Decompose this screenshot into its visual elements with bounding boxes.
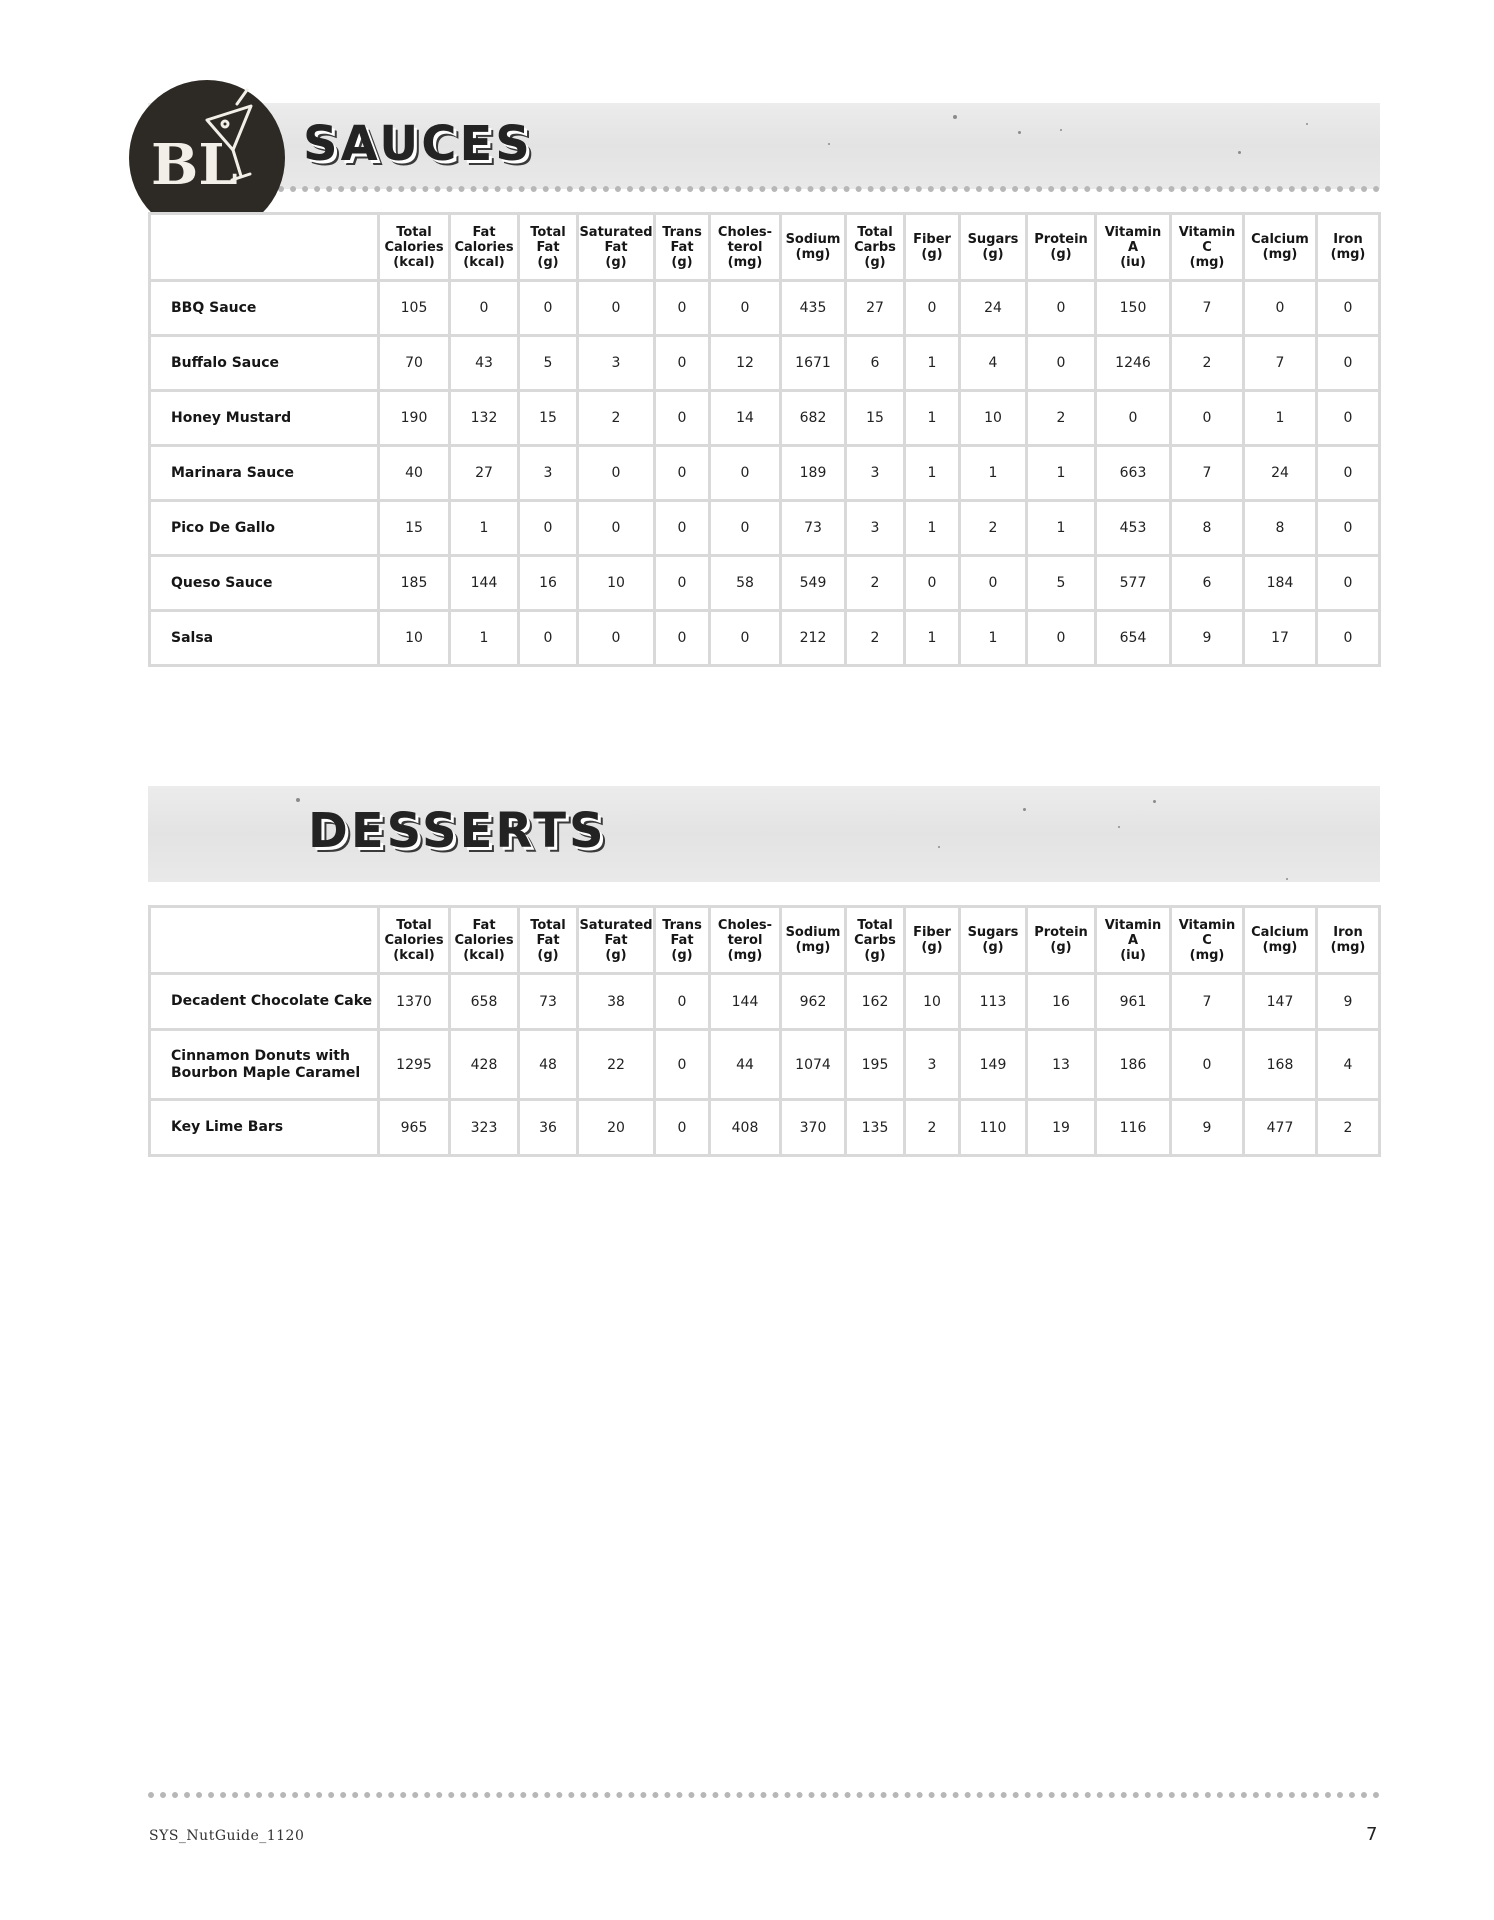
nutrient-value: 1 xyxy=(1028,447,1094,499)
nutrient-value: 10 xyxy=(961,392,1025,444)
nutrient-value: 0 xyxy=(1318,337,1378,389)
nutrient-value: 2 xyxy=(847,557,903,609)
column-header-line: C xyxy=(1202,932,1212,948)
nutrient-value: 965 xyxy=(380,1101,448,1154)
nutrient-value: 1 xyxy=(906,447,958,499)
nutrient-value: 8 xyxy=(1245,502,1315,554)
item-name: Salsa xyxy=(151,612,377,664)
column-header-line: Fat xyxy=(670,932,694,948)
column-header-line: Total xyxy=(530,224,566,240)
nutrient-value: 1295 xyxy=(380,1031,448,1098)
nutrient-value: 15 xyxy=(847,392,903,444)
column-header-line: Calories xyxy=(454,239,514,255)
column-header-line: (g) xyxy=(671,947,693,963)
column-header xyxy=(579,215,653,279)
desserts-table xyxy=(148,905,1381,1157)
desserts-table-body xyxy=(151,975,1378,1154)
nutrient-value: 435 xyxy=(782,282,844,334)
column-header-line: Iron xyxy=(1333,232,1363,247)
nutrient-value: 7 xyxy=(1172,447,1242,499)
nutrient-value: 2 xyxy=(847,612,903,664)
nutrient-value: 212 xyxy=(782,612,844,664)
nutrient-value: 16 xyxy=(520,557,576,609)
nutrient-value: 16 xyxy=(1028,975,1094,1028)
nutrient-value: 10 xyxy=(906,975,958,1028)
nutrient-value: 323 xyxy=(451,1101,517,1154)
column-header-line: A xyxy=(1127,932,1139,948)
nutrient-value: 0 xyxy=(520,612,576,664)
column-header xyxy=(1318,215,1378,279)
nutrient-value: 0 xyxy=(1318,502,1378,554)
nutrient-value: 549 xyxy=(782,557,844,609)
table-row xyxy=(151,612,1378,664)
nutrient-value: 1 xyxy=(961,447,1025,499)
nutrient-value: 0 xyxy=(1028,337,1094,389)
nutrient-value: 116 xyxy=(1097,1101,1169,1154)
nutrient-value: 0 xyxy=(1028,612,1094,664)
column-header-line: (g) xyxy=(605,254,627,270)
column-header-line: (g) xyxy=(982,940,1004,955)
column-header xyxy=(451,215,517,279)
nutrient-value: 0 xyxy=(579,282,653,334)
header-row xyxy=(151,908,1378,972)
nutrient-value: 1671 xyxy=(782,337,844,389)
footer-dotted-divider xyxy=(148,1792,1380,1798)
column-header-line: Fiber xyxy=(913,232,951,247)
column-header-line: (mg) xyxy=(795,940,831,955)
nutrient-value: 0 xyxy=(656,975,708,1028)
nutrient-value: 70 xyxy=(380,337,448,389)
column-header-line: (kcal) xyxy=(393,947,435,963)
nutrient-value: 186 xyxy=(1097,1031,1169,1098)
column-header-line: terol xyxy=(727,239,763,255)
nutrient-value: 682 xyxy=(782,392,844,444)
nutrient-value: 0 xyxy=(906,557,958,609)
page-number: 7 xyxy=(1366,1824,1378,1845)
nutrient-value: 43 xyxy=(451,337,517,389)
table-row xyxy=(151,392,1378,444)
header-item-column xyxy=(151,908,377,972)
nutrient-value: 1 xyxy=(906,612,958,664)
column-header-line: terol xyxy=(727,932,763,948)
column-header-line: Sodium xyxy=(785,232,841,247)
item-name: Buffalo Sauce xyxy=(151,337,377,389)
nutrient-value: 13 xyxy=(1028,1031,1094,1098)
column-header xyxy=(520,215,576,279)
nutrient-value: 0 xyxy=(656,392,708,444)
column-header xyxy=(847,215,903,279)
column-header-line: Protein xyxy=(1034,232,1088,247)
column-header-line: Total xyxy=(857,224,893,240)
nutrient-value: 15 xyxy=(380,502,448,554)
column-header xyxy=(1097,215,1169,279)
nutrient-value: 19 xyxy=(1028,1101,1094,1154)
column-header xyxy=(520,908,576,972)
nutrient-value: 0 xyxy=(579,447,653,499)
footer-document-code: SYS_NutGuide_1120 xyxy=(149,1828,305,1844)
column-header-line: (mg) xyxy=(727,947,763,963)
nutrient-value: 144 xyxy=(711,975,779,1028)
nutrient-value: 3 xyxy=(906,1031,958,1098)
nutrient-value: 7 xyxy=(1172,282,1242,334)
nutrient-value: 195 xyxy=(847,1031,903,1098)
nutrient-value: 0 xyxy=(579,502,653,554)
item-name: Honey Mustard xyxy=(151,392,377,444)
nutrient-value: 38 xyxy=(579,975,653,1028)
nutrient-value: 477 xyxy=(1245,1101,1315,1154)
nutrient-value: 0 xyxy=(1318,557,1378,609)
nutrient-value: 105 xyxy=(380,282,448,334)
column-header xyxy=(1097,908,1169,972)
nutrient-value: 22 xyxy=(579,1031,653,1098)
nutrient-value: 0 xyxy=(656,337,708,389)
nutrient-value: 453 xyxy=(1097,502,1169,554)
nutrient-value: 408 xyxy=(711,1101,779,1154)
desserts-title: DESSERTS xyxy=(308,803,607,859)
nutrient-value: 0 xyxy=(579,612,653,664)
nutrient-value: 0 xyxy=(1172,1031,1242,1098)
table-row xyxy=(151,1031,1378,1098)
nutrient-value: 168 xyxy=(1245,1031,1315,1098)
header-row xyxy=(151,215,1378,279)
column-header xyxy=(380,215,448,279)
nutrient-value: 1 xyxy=(1245,392,1315,444)
nutrient-value: 2 xyxy=(579,392,653,444)
nutrient-value: 0 xyxy=(961,557,1025,609)
nutrient-value: 0 xyxy=(520,502,576,554)
nutrient-value: 132 xyxy=(451,392,517,444)
nutrient-value: 654 xyxy=(1097,612,1169,664)
nutrient-value: 162 xyxy=(847,975,903,1028)
nutrient-value: 0 xyxy=(1097,392,1169,444)
column-header-line: Calories xyxy=(384,239,444,255)
column-header-line: Fat xyxy=(604,932,628,948)
nutrient-value: 2 xyxy=(961,502,1025,554)
nutrient-value: 2 xyxy=(1318,1101,1378,1154)
nutrient-value: 17 xyxy=(1245,612,1315,664)
nutrient-value: 1 xyxy=(961,612,1025,664)
nutrient-value: 0 xyxy=(656,1101,708,1154)
column-header-line: (mg) xyxy=(727,254,763,270)
nutrient-value: 1 xyxy=(451,502,517,554)
nutrient-value: 135 xyxy=(847,1101,903,1154)
nutrient-value: 10 xyxy=(380,612,448,664)
column-header-line: (g) xyxy=(864,254,886,270)
column-header-line: Fat xyxy=(472,917,496,933)
nutrient-value: 961 xyxy=(1097,975,1169,1028)
column-header-line: Carbs xyxy=(854,239,896,255)
item-name-line: Bourbon Maple Caramel xyxy=(171,1064,361,1081)
column-header-line: (kcal) xyxy=(463,947,505,963)
column-header xyxy=(656,215,708,279)
column-header-line: (mg) xyxy=(1330,247,1366,262)
column-header-line: Choles- xyxy=(717,917,773,933)
nutrient-value: 0 xyxy=(451,282,517,334)
nutrient-value: 149 xyxy=(961,1031,1025,1098)
desserts-table-header xyxy=(151,908,1378,972)
column-header-line: Calcium xyxy=(1251,232,1309,247)
nutrient-value: 3 xyxy=(579,337,653,389)
nutrient-value: 27 xyxy=(847,282,903,334)
column-header-line: Trans xyxy=(662,917,702,933)
nutrient-value: 36 xyxy=(520,1101,576,1154)
nutrient-value: 0 xyxy=(656,612,708,664)
nutrient-value: 658 xyxy=(451,975,517,1028)
table-row xyxy=(151,1101,1378,1154)
nutrient-value: 9 xyxy=(1318,975,1378,1028)
column-header-line: Vitamin xyxy=(1104,917,1162,933)
column-header xyxy=(1172,908,1242,972)
column-header xyxy=(906,908,958,972)
item-name: Pico De Gallo xyxy=(151,502,377,554)
nutrient-value: 20 xyxy=(579,1101,653,1154)
column-header-line: Fiber xyxy=(913,925,951,940)
nutrient-value: 0 xyxy=(906,282,958,334)
nutrient-value: 1074 xyxy=(782,1031,844,1098)
column-header-line: (g) xyxy=(921,940,943,955)
column-header-line: (kcal) xyxy=(463,254,505,270)
column-header-line: (g) xyxy=(671,254,693,270)
column-header-line: (g) xyxy=(1050,247,1072,262)
column-header xyxy=(782,215,844,279)
column-header xyxy=(711,908,779,972)
nutrient-value: 9 xyxy=(1172,612,1242,664)
table-row xyxy=(151,447,1378,499)
nutrient-value: 7 xyxy=(1245,337,1315,389)
column-header-line: Fat xyxy=(472,224,496,240)
nutrient-value: 9 xyxy=(1172,1101,1242,1154)
column-header-line: (g) xyxy=(605,947,627,963)
column-header xyxy=(380,908,448,972)
column-header-line: C xyxy=(1202,239,1212,255)
nutrient-value: 44 xyxy=(711,1031,779,1098)
item-name: Decadent Chocolate Cake xyxy=(151,975,377,1028)
nutrient-value: 27 xyxy=(451,447,517,499)
column-header-line: Calcium xyxy=(1251,925,1309,940)
column-header xyxy=(451,908,517,972)
column-header-line: (mg) xyxy=(1262,247,1298,262)
nutrient-value: 150 xyxy=(1097,282,1169,334)
column-header xyxy=(656,908,708,972)
nutrient-value: 0 xyxy=(656,557,708,609)
column-header-line: Iron xyxy=(1333,925,1363,940)
nutrient-value: 10 xyxy=(579,557,653,609)
nutrient-value: 0 xyxy=(711,502,779,554)
column-header-line: Saturated xyxy=(579,917,653,933)
nutrient-value: 0 xyxy=(1318,392,1378,444)
nutrient-value: 73 xyxy=(782,502,844,554)
nutrient-value: 110 xyxy=(961,1101,1025,1154)
column-header-line: Sodium xyxy=(785,925,841,940)
column-header-line: (mg) xyxy=(1262,940,1298,955)
sauces-table xyxy=(148,212,1381,667)
nutrient-value: 15 xyxy=(520,392,576,444)
nutrient-value: 73 xyxy=(520,975,576,1028)
nutrient-value: 147 xyxy=(1245,975,1315,1028)
column-header xyxy=(1028,908,1094,972)
nutrient-value: 0 xyxy=(1318,612,1378,664)
table-row xyxy=(151,557,1378,609)
column-header-line: Sugars xyxy=(967,925,1019,940)
column-header-line: (g) xyxy=(1050,940,1072,955)
nutrient-value: 0 xyxy=(1318,282,1378,334)
column-header-line: (mg) xyxy=(1189,947,1225,963)
nutrient-value: 0 xyxy=(711,447,779,499)
table-row xyxy=(151,502,1378,554)
column-header xyxy=(1245,908,1315,972)
nutrient-value: 0 xyxy=(1028,282,1094,334)
nutrient-value: 3 xyxy=(520,447,576,499)
column-header-line: (iu) xyxy=(1120,947,1146,963)
nutrient-value: 6 xyxy=(847,337,903,389)
nutrient-value: 24 xyxy=(961,282,1025,334)
nutrient-value: 113 xyxy=(961,975,1025,1028)
nutrient-value: 3 xyxy=(847,502,903,554)
nutrient-value: 1 xyxy=(906,392,958,444)
column-header-line: Trans xyxy=(662,224,702,240)
nutrient-value: 24 xyxy=(1245,447,1315,499)
nutrient-value: 0 xyxy=(520,282,576,334)
nutrient-value: 428 xyxy=(451,1031,517,1098)
nutrient-value: 577 xyxy=(1097,557,1169,609)
table-row xyxy=(151,282,1378,334)
nutrient-value: 1 xyxy=(906,502,958,554)
column-header-line: Vitamin xyxy=(1178,917,1236,933)
nutrient-value: 8 xyxy=(1172,502,1242,554)
nutrient-value: 190 xyxy=(380,392,448,444)
nutrient-value: 0 xyxy=(656,447,708,499)
column-header-line: Calories xyxy=(454,932,514,948)
nutrient-value: 7 xyxy=(1172,975,1242,1028)
column-header xyxy=(847,908,903,972)
nutrient-value: 0 xyxy=(1172,392,1242,444)
nutrient-value: 4 xyxy=(961,337,1025,389)
column-header xyxy=(1245,215,1315,279)
column-header-line: Fat xyxy=(536,239,560,255)
column-header-line: (g) xyxy=(921,247,943,262)
nutrient-value: 5 xyxy=(520,337,576,389)
nutrient-value: 370 xyxy=(782,1101,844,1154)
column-header xyxy=(711,215,779,279)
column-header xyxy=(1028,215,1094,279)
column-header-line: Fat xyxy=(670,239,694,255)
nutrient-value: 14 xyxy=(711,392,779,444)
column-header-line: Saturated xyxy=(579,224,653,240)
column-header-line: (g) xyxy=(982,247,1004,262)
column-header-line: Fat xyxy=(604,239,628,255)
nutrient-value: 962 xyxy=(782,975,844,1028)
nutrient-value: 6 xyxy=(1172,557,1242,609)
nutrient-value: 12 xyxy=(711,337,779,389)
column-header-line: Sugars xyxy=(967,232,1019,247)
column-header-line: Vitamin xyxy=(1178,224,1236,240)
column-header-line: A xyxy=(1127,239,1139,255)
sauces-table-body xyxy=(151,282,1378,664)
nutrient-value: 663 xyxy=(1097,447,1169,499)
column-header xyxy=(961,215,1025,279)
column-header-line: (g) xyxy=(537,947,559,963)
nutrient-value: 1 xyxy=(1028,502,1094,554)
sauces-table-header xyxy=(151,215,1378,279)
item-name: BBQ Sauce xyxy=(151,282,377,334)
nutrient-value: 0 xyxy=(711,612,779,664)
nutrient-value: 144 xyxy=(451,557,517,609)
column-header-line: Calories xyxy=(384,932,444,948)
column-header xyxy=(961,908,1025,972)
column-header-line: (mg) xyxy=(1330,940,1366,955)
column-header-line: Fat xyxy=(536,932,560,948)
nutrient-value: 58 xyxy=(711,557,779,609)
nutrient-value: 1 xyxy=(451,612,517,664)
column-header-line: (g) xyxy=(537,254,559,270)
column-header-line: Total xyxy=(396,224,432,240)
column-header-line: (iu) xyxy=(1120,254,1146,270)
column-header-line: Total xyxy=(530,917,566,933)
nutrient-value: 189 xyxy=(782,447,844,499)
column-header-line: (g) xyxy=(864,947,886,963)
column-header xyxy=(782,908,844,972)
table-row xyxy=(151,337,1378,389)
item-name: Queso Sauce xyxy=(151,557,377,609)
column-header-line: (kcal) xyxy=(393,254,435,270)
item-name: Key Lime Bars xyxy=(151,1101,377,1154)
nutrient-value: 4 xyxy=(1318,1031,1378,1098)
nutrient-value: 1246 xyxy=(1097,337,1169,389)
column-header-line: Vitamin xyxy=(1104,224,1162,240)
nutrient-value: 0 xyxy=(656,502,708,554)
column-header-line: Protein xyxy=(1034,925,1088,940)
nutrient-value: 1 xyxy=(906,337,958,389)
nutrient-value: 0 xyxy=(1245,282,1315,334)
nutrient-value: 48 xyxy=(520,1031,576,1098)
column-header-line: (mg) xyxy=(1189,254,1225,270)
column-header xyxy=(1172,215,1242,279)
nutrient-value: 2 xyxy=(906,1101,958,1154)
column-header xyxy=(579,908,653,972)
nutrient-value: 1370 xyxy=(380,975,448,1028)
column-header-line: Carbs xyxy=(854,932,896,948)
nutrient-value: 185 xyxy=(380,557,448,609)
nutrient-value: 0 xyxy=(656,282,708,334)
logo-text: BL xyxy=(151,132,238,198)
nutrient-value: 0 xyxy=(711,282,779,334)
column-header xyxy=(906,215,958,279)
nutrient-value: 5 xyxy=(1028,557,1094,609)
column-header xyxy=(1318,908,1378,972)
nutrient-value: 184 xyxy=(1245,557,1315,609)
column-header-line: Total xyxy=(396,917,432,933)
sauces-title: SAUCES xyxy=(303,116,533,172)
item-name: Marinara Sauce xyxy=(151,447,377,499)
column-header-line: (mg) xyxy=(795,247,831,262)
nutrient-value: 2 xyxy=(1028,392,1094,444)
item-name-line: Cinnamon Donuts with xyxy=(171,1047,350,1064)
dotted-divider xyxy=(278,186,1380,192)
nutrient-value: 0 xyxy=(656,1031,708,1098)
nutrient-value: 0 xyxy=(1318,447,1378,499)
column-header-line: Choles- xyxy=(717,224,773,240)
nutrient-value: 40 xyxy=(380,447,448,499)
item-name xyxy=(151,1031,377,1098)
nutrient-value: 2 xyxy=(1172,337,1242,389)
header-item-column xyxy=(151,215,377,279)
column-header-line: Total xyxy=(857,917,893,933)
table-row xyxy=(151,975,1378,1028)
nutrient-value: 3 xyxy=(847,447,903,499)
